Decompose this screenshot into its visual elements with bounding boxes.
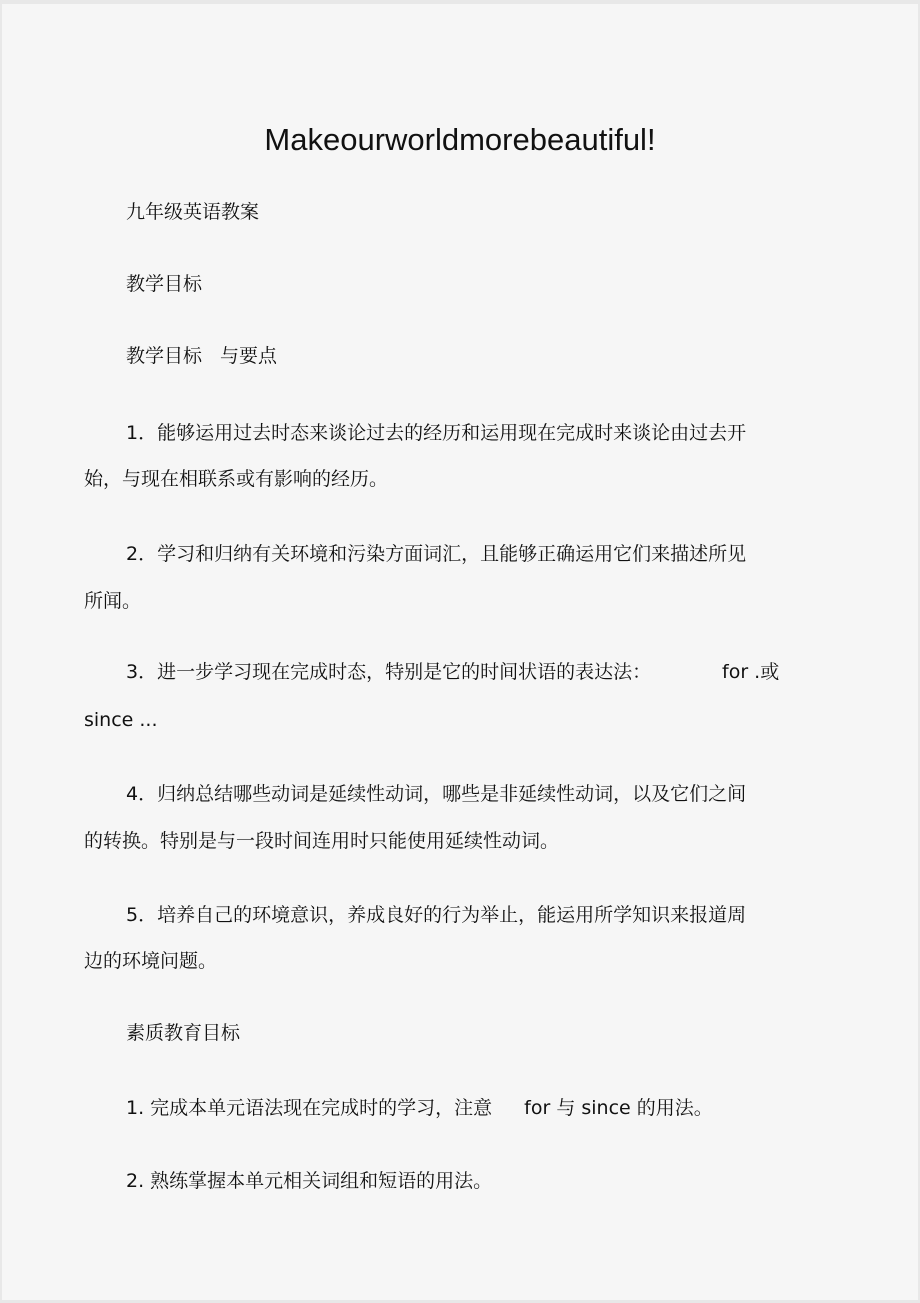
doc-heading-objectives: 教学目标	[126, 273, 203, 295]
item-4-line-2: 的转换。特别是与一段时间连用时只能使用延续性动词。	[84, 830, 560, 852]
item-2-line-1: 2．学习和归纳有关环境和污染方面词汇，且能够正确运用它们来描述所见	[126, 543, 747, 565]
goal-1	[126, 1096, 713, 1120]
item-4-line-1: 4．归纳总结哪些动词是延续性动词，哪些是非延续性动词，以及它们之间	[126, 783, 747, 805]
goal-2: 2. 熟练掌握本单元相关词组和短语的用法。	[126, 1170, 493, 1192]
doc-heading-objectives-points	[126, 344, 277, 368]
goal-1-for-since: for 与 since 的用法。	[524, 1097, 713, 1119]
heading-part-b: 与要点	[220, 345, 278, 367]
item-5-line-2: 边的环境问题。	[84, 950, 218, 972]
item-2-line-2: 所闻。	[84, 590, 142, 612]
item-3-text: 3．进一步学习现在完成时态，特别是它的时间状语的表达法：	[126, 661, 652, 683]
document-page	[2, 4, 918, 1300]
item-3-for-text: for .或	[722, 661, 780, 683]
item-3-line-2: since ...	[84, 709, 158, 731]
item-5-line-1: 5．培养自己的环境意识，养成良好的行为举止，能运用所学知识来报道周	[126, 904, 747, 926]
heading-part-a: 教学目标	[126, 345, 203, 367]
item-1-line-2: 始，与现在相联系或有影响的经历。	[84, 468, 389, 490]
page-title: Makeourworldmorebeautiful!	[264, 122, 656, 157]
doc-heading-lesson-plan: 九年级英语教案	[126, 201, 260, 223]
item-1-line-1: 1．能够运用过去时态来谈论过去的经历和运用现在完成时来谈论由过去开	[126, 422, 747, 444]
doc-heading-quality-goals: 素质教育目标	[126, 1022, 241, 1044]
goal-1-text: 1. 完成本单元语法现在完成时的学习，注意	[126, 1097, 493, 1119]
item-3-line-1	[126, 660, 651, 684]
